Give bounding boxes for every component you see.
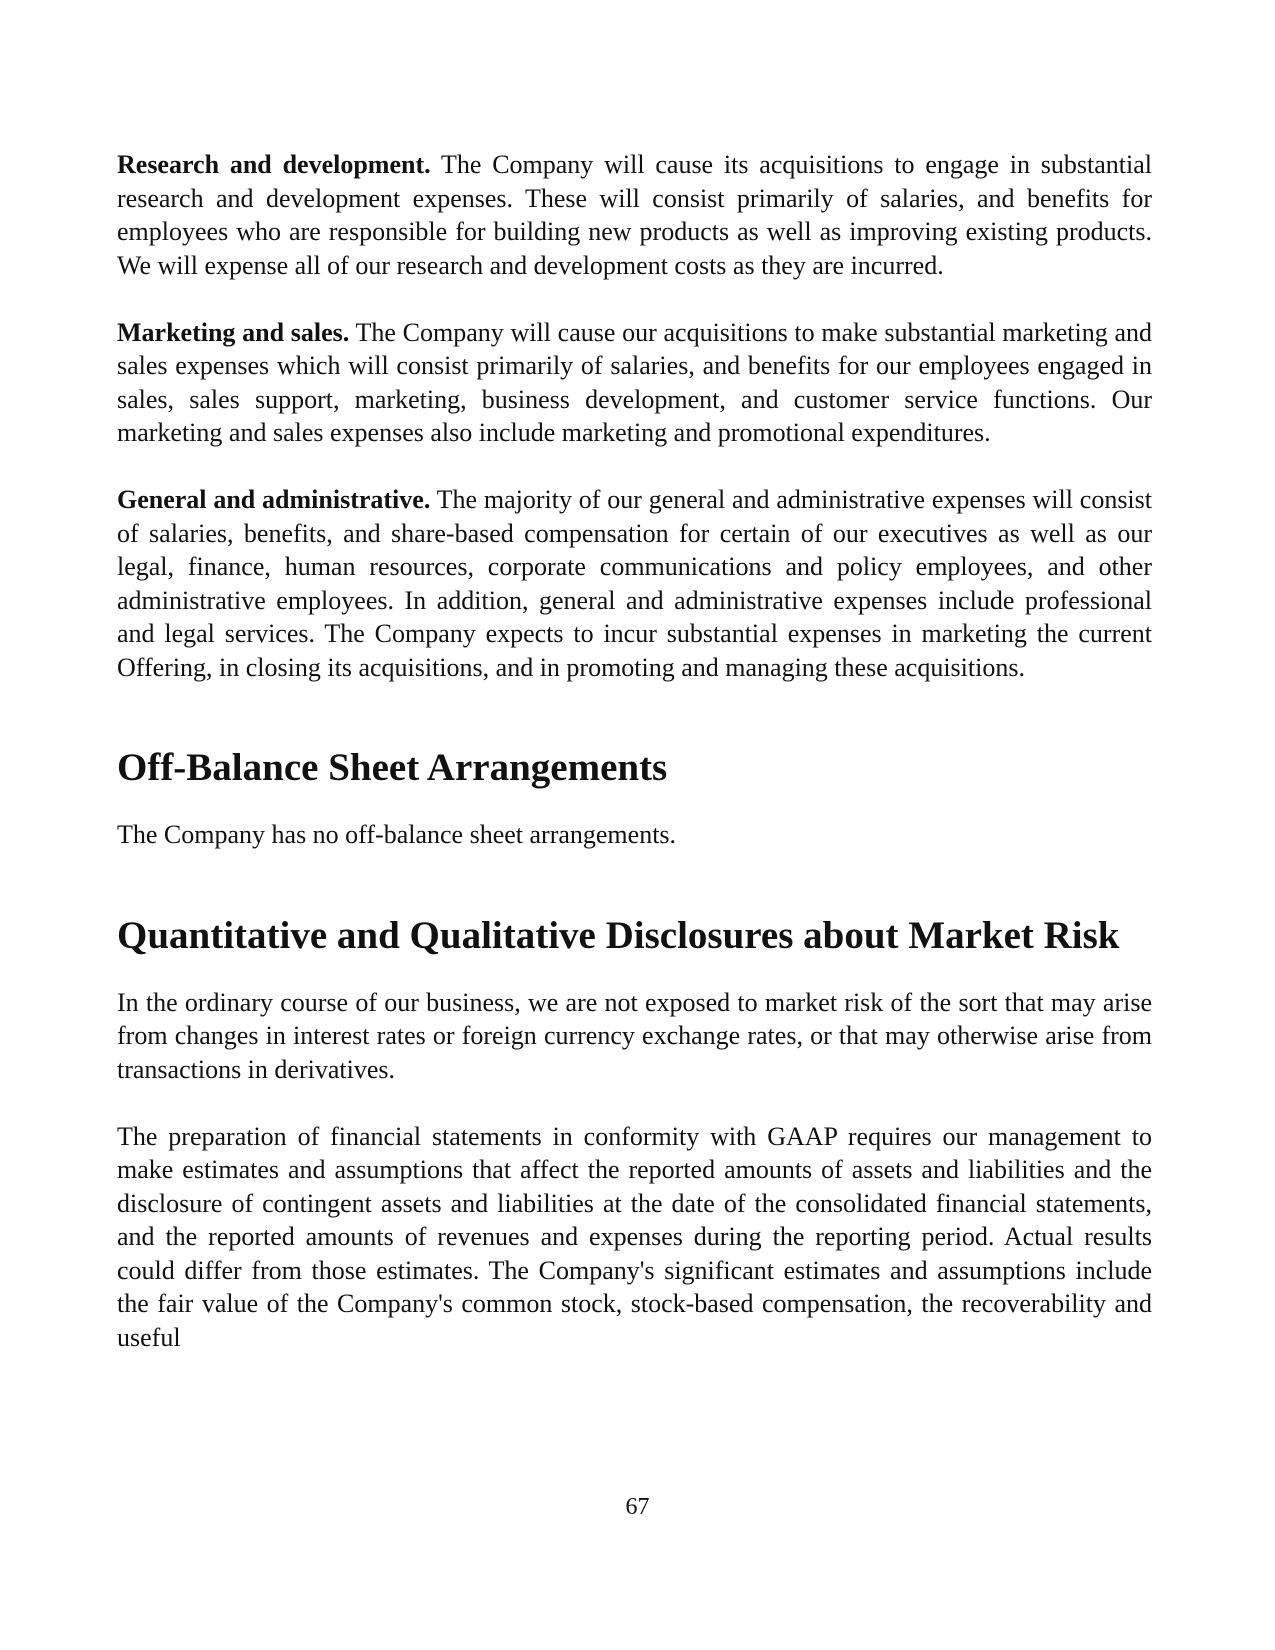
- heading-market-risk: Quantitative and Qualitative Disclosures about Market Risk: [117, 913, 1120, 957]
- paragraph-text: The Company will cause our acquisitions to make substantial marketing and sales expenses which will consist primarily of salaries, and benefits for our employees engaged in sales, sales support, marketing, business development, and customer service functions. Our marketing and sales expenses also include marketing and promotional expenditures.: [117, 317, 1152, 447]
- paragraph-text: The majority of our general and administrative expenses will consist of salaries, benefits, and share-based compensation for certain of our executives as well as our legal, finance, human resources, corporate communications and policy employees, and other administrative employees. In addition, general and administrative expenses include professional and legal services. The Company expects to incur substantial expenses in marketing the current Offering, in closing its acquisitions, and in promoting and managing these acquisitions.: [117, 485, 1153, 682]
- document-page: [117, 148, 1152, 1354]
- paragraph-general-administrative: [117, 483, 1152, 684]
- paragraph-estimates-assumptions: The preparation of financial statements in conformity with GAAP requires our management to make estimates and assumptions that affect the reported amounts of assets and liabilities and the disclosure of contingent assets and liabilities at the date of the consolidated financial statements, and the reported amounts of revenues and expenses during the reporting period. Actual results could differ from those estimates. The Company's significant estimates and assumptions include the fair value of the Company's common stock, stock-based compensation, the recoverability and useful: [117, 1121, 1152, 1352]
- paragraph-marketing-sales: [117, 316, 1152, 450]
- term-marketing-sales: Marketing and sales.: [117, 317, 350, 347]
- heading-off-balance-sheet: Off-Balance Sheet Arrangements: [117, 746, 668, 789]
- term-general-administrative: General and administrative.: [117, 485, 431, 514]
- paragraph-market-risk-exposure: In the ordinary course of our business, we are not exposed to market risk of the sort that may arise from changes in interest rates or foreign currency exchange rates, or that may otherwise arise from transactions in derivatives.: [117, 987, 1152, 1084]
- paragraph-research-development: [117, 148, 1152, 282]
- paragraph-text: The Company will cause its acquisitions to engage in substantial research and development expenses. These will consist primarily of salaries, and benefits for employees who are responsible for building new products as well as improving existing products. We will expense all of our research and development costs as they are incurred.: [117, 150, 1152, 280]
- paragraph-off-balance-sheet: The Company has no off-balance sheet arrangements.: [117, 820, 677, 849]
- page-number: 67: [625, 1494, 650, 1520]
- term-research-development: Research and development.: [117, 150, 431, 179]
